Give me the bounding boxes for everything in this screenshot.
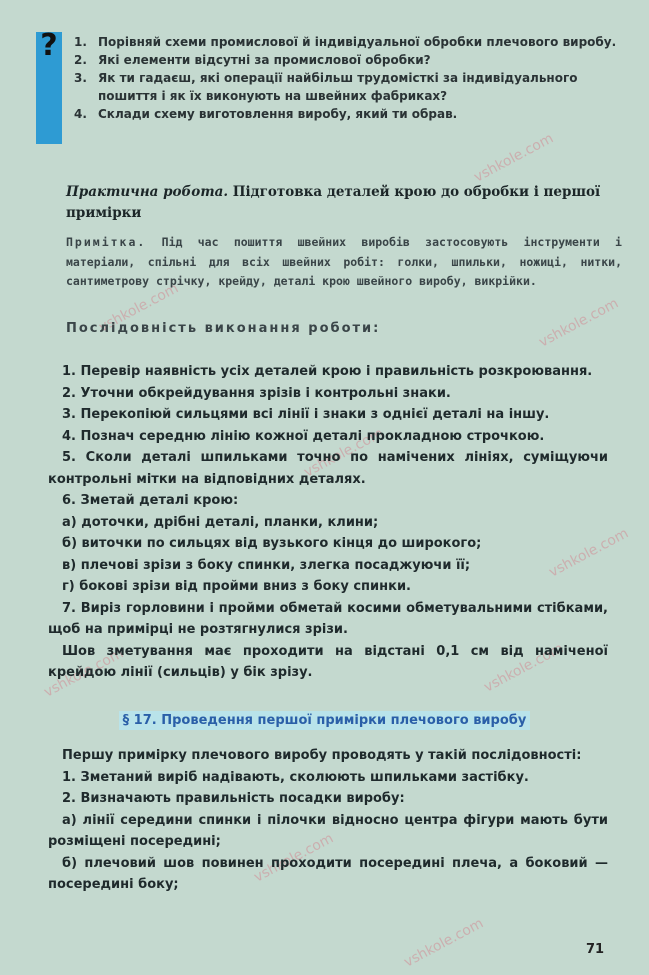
question-item (74, 105, 622, 123)
watermark: vshkole.com (471, 130, 557, 186)
watermark: vshkole.com (401, 915, 487, 971)
question-item (74, 33, 622, 51)
step-item: 1. Перевір наявність усіх деталей крою і правильність розкроювання. (62, 364, 593, 379)
question-text: Які елементи відсутні за промислової обробки? (98, 53, 431, 67)
paragraph: Першу примірку плечового виробу проводять у такій послідовності: (62, 748, 582, 763)
watermark: vshkole.com (546, 525, 632, 581)
section-title: § 17. Проведення першої примірки плечового виробу (119, 711, 531, 730)
practical-work-topic: Підготовка деталей крою до обробки і першої примірки (66, 184, 601, 221)
question-number: 4. (74, 107, 87, 121)
step-item: 5. Сколи деталі шпильками точно по намічених лініях, суміщуючи контрольні мітки на відповідних деталях. (48, 450, 608, 487)
note-paragraph (66, 233, 622, 292)
step-item: г) бокові зрізи від пройми вниз з боку спинки. (62, 579, 411, 594)
sequence-heading: Послідовність виконання роботи: (66, 321, 381, 336)
page-number: 71 (586, 942, 605, 957)
question-number: 2. (74, 53, 87, 67)
question-item (74, 51, 622, 69)
watermark: vshkole.com (41, 645, 127, 701)
step-item: в) плечові зрізи з боку спинки, злегка посаджуючи її; (62, 557, 471, 573)
work-steps (48, 361, 608, 684)
paragraph: а) лінії середини спинки і пілочки відносно центра фігури мають бути розміщені посередині; (48, 812, 608, 849)
watermark: vshkole.com (251, 830, 337, 886)
paragraph: 1. Зметаний виріб надівають, сколюють шпильками застібку. (62, 769, 529, 785)
step-item: 6. Зметай деталі крою: (62, 493, 239, 508)
watermark: vshkole.com (96, 280, 182, 336)
step-item: 3. Перекопіюй сильцями всі лінії і знаки з однієї деталі на іншу. (62, 407, 550, 422)
question-text: Порівняй схеми промислової й індивідуальної обробки плечового виробу. (98, 35, 617, 49)
note-label: Примітка. (66, 235, 147, 249)
review-questions (74, 33, 622, 123)
watermark: vshkole.com (481, 640, 567, 696)
question-text: Як ти гадаєш, які операції найбільш трудомісткі за індивідуального пошиття і як їх виконують на швейних фабриках? (98, 71, 578, 103)
practical-work-label: Практична робота. (66, 184, 229, 200)
note-text: Під час пошиття швейних виробів застосовують інструменти і матеріали, спільні для всіх швейних робіт: голки, шпильки, ножиці, нитки, сантиметрову стрічку, крейду, деталі крою швейного виробу, викрійки. (66, 235, 622, 288)
watermark: vshkole.com (536, 295, 622, 351)
step-item: 4. Познач середню лінію кожної деталі прокладною строчкою. (62, 428, 545, 444)
section-body (48, 745, 608, 896)
step-item: Шов зметування має проходити на відстані 0,1 см від наміченої крейдою лінії (сильців) у бік зрізу. (48, 643, 608, 680)
step-item: а) доточки, дрібні деталі, планки, клини; (62, 514, 379, 530)
step-item: 2. Уточни обкрейдування зрізів і контрольні знаки. (62, 385, 451, 401)
question-text: Склади схему виготовлення виробу, який ти обрав. (98, 107, 458, 121)
question-number: 1. (74, 35, 87, 49)
practical-work-title (66, 182, 622, 224)
question-item (74, 69, 622, 105)
paragraph: 2. Визначають правильність посадки виробу: (62, 791, 405, 806)
section-heading (0, 711, 649, 730)
step-item: б) виточки по сильцях від вузького кінця до широкого; (62, 536, 482, 551)
paragraph: б) плечовий шов повинен проходити посередині плеча, а боковий — посередині боку; (48, 855, 608, 892)
question-mark-icon: ? (40, 28, 58, 63)
step-item: 7. Виріз горловини і пройми обметай косими обметувальними стібками, щоб на примірці не розтягнулися зрізи. (48, 600, 608, 637)
watermark: vshkole.com (301, 425, 387, 481)
question-number: 3. (74, 71, 87, 85)
